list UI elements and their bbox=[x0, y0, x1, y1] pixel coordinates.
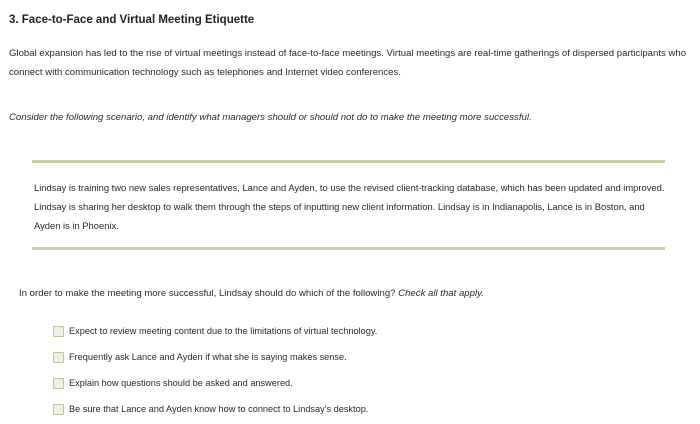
checkbox-1[interactable] bbox=[53, 326, 64, 337]
scenario-top-divider bbox=[32, 160, 665, 163]
scenario-paragraph: Lindsay is training two new sales representatives, Lance and Ayden, to use the revised client-tracking database, which has been updated and improved. Lindsay is sharing her desktop to walk them through the steps of inputting new client information. Lindsay is in Indianapolis, Lance is in Boston, and Ayden is in Phoenix. bbox=[34, 182, 665, 231]
answer-option-4[interactable] bbox=[53, 396, 377, 422]
question-prompt bbox=[19, 288, 484, 299]
scenario-bottom-divider bbox=[32, 247, 665, 250]
answer-option-label: Expect to review meeting content due to the limitations of virtual technology. bbox=[69, 326, 378, 336]
checkbox-4[interactable] bbox=[53, 404, 64, 415]
checkbox-2[interactable] bbox=[53, 352, 64, 363]
checkbox-3[interactable] bbox=[53, 378, 64, 389]
answer-option-3[interactable] bbox=[53, 370, 377, 396]
answer-option-label: Explain how questions should be asked and answered. bbox=[69, 378, 293, 388]
question-prompt-hint: Check all that apply. bbox=[398, 288, 484, 299]
answer-option-1[interactable] bbox=[53, 318, 377, 344]
answer-options bbox=[53, 318, 377, 422]
question-prompt-text: In order to make the meeting more successful, Lindsay should do which of the following? bbox=[19, 288, 396, 299]
answer-option-label: Frequently ask Lance and Ayden if what she is saying makes sense. bbox=[69, 352, 347, 362]
answer-option-label: Be sure that Lance and Ayden know how to connect to Lindsay's desktop. bbox=[69, 404, 369, 414]
answer-option-2[interactable] bbox=[53, 344, 377, 370]
consider-instruction: Consider the following scenario, and identify what managers should or should not do to make the meeting more successful. bbox=[9, 112, 532, 123]
question-title: 3. Face-to-Face and Virtual Meeting Etiquette bbox=[9, 14, 255, 26]
intro-paragraph: Global expansion has led to the rise of virtual meetings instead of face-to-face meetings. Virtual meetings are real-time gatherings of dispersed participants who connect with communication technology such as telephones and Internet video conferences. bbox=[9, 48, 687, 78]
